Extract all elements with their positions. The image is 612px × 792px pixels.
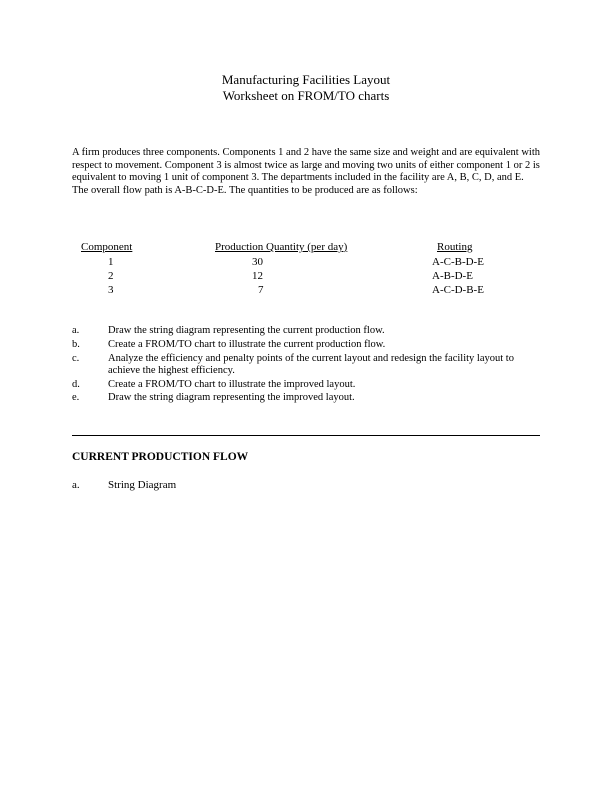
horizontal-divider: [72, 435, 540, 436]
intro-paragraph: A firm produces three components. Components 1 and 2 have the same size and weight and are equivalent with respect to movement. Component 3 is almost twice as large and moving two units of either component 1 or 2 is equivalent to moving 1 unit of component 3. The departments included in the facility are A, B, C, D, and E. The overall flow path is A-B-C-D-E. The quantities to be produced are as follows:: [72, 147, 540, 196]
task-label: a.: [72, 325, 80, 336]
task-text: Create a FROM/TO chart to illustrate the current production flow.: [108, 338, 386, 350]
task-label: d.: [72, 378, 80, 390]
table-header-routing: Routing: [437, 241, 473, 253]
subsection-label: a.: [72, 479, 80, 491]
table-cell-component: 2: [108, 270, 114, 282]
list-item: [72, 392, 542, 404]
table-cell-quantity: 12: [252, 270, 263, 282]
task-text: Create a FROM/TO chart to illustrate the improved layout.: [108, 378, 356, 390]
task-list: [72, 325, 542, 405]
document-subtitle: Worksheet on FROM/TO charts: [222, 88, 390, 103]
task-text: Draw the string diagram representing the current production flow.: [108, 325, 385, 336]
list-item: [72, 339, 542, 351]
table-header-quantity: Production Quantity (per day): [215, 241, 348, 253]
table-cell-component: 3: [108, 284, 114, 296]
task-text: Analyze the efficiency and penalty points of the current layout and redesign the facility layout to achieve the highest efficiency.: [108, 352, 514, 376]
subsection-item: [72, 479, 176, 491]
table-cell-quantity: 7: [258, 284, 264, 296]
list-item: [72, 379, 542, 391]
table-cell-quantity: 30: [252, 256, 263, 268]
subsection-text: String Diagram: [108, 479, 177, 491]
section-heading: CURRENT PRODUCTION FLOW: [72, 451, 249, 463]
table-cell-routing: A-C-D-B-E: [432, 284, 484, 296]
table-header-component: Component: [81, 241, 133, 253]
list-item: [72, 353, 542, 378]
task-label: c.: [72, 352, 80, 364]
task-text: Draw the string diagram representing the improved layout.: [108, 392, 355, 404]
list-item: [72, 325, 542, 337]
table-cell-routing: A-C-B-D-E: [432, 256, 484, 268]
document-title: Manufacturing Facilities Layout: [221, 72, 391, 87]
task-label: b.: [72, 338, 80, 350]
table-cell-routing: A-B-D-E: [432, 270, 473, 282]
table-cell-component: 1: [108, 256, 114, 268]
task-label: e.: [72, 392, 80, 404]
